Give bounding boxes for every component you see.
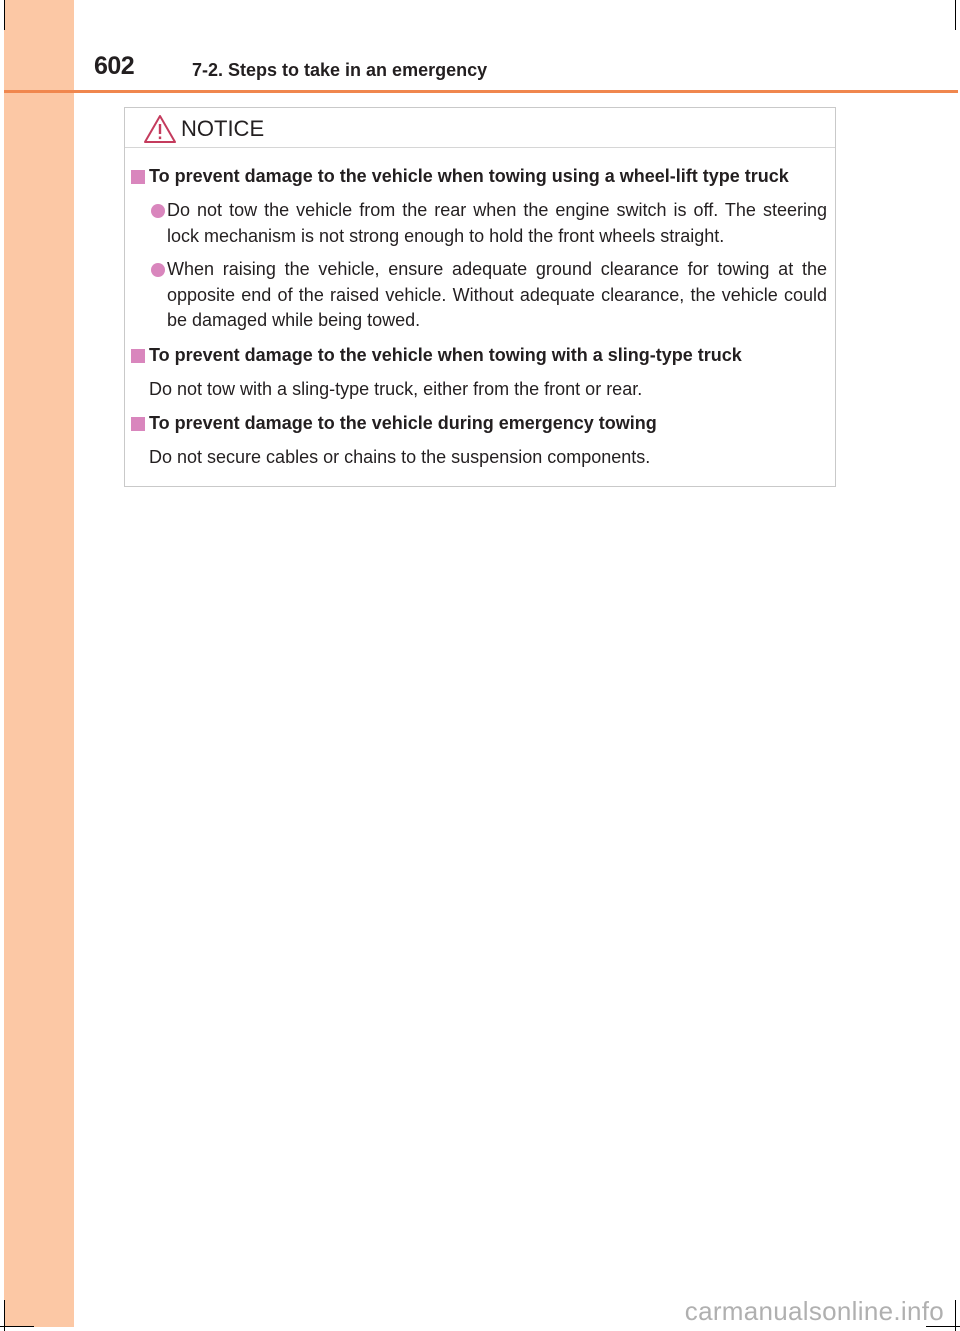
round-bullet-icon	[151, 204, 165, 218]
square-bullet-icon	[131, 417, 145, 431]
warning-triangle-icon	[143, 114, 177, 144]
side-strip	[4, 0, 74, 1327]
notice-header	[125, 108, 835, 148]
header-rule	[4, 90, 958, 93]
list-item	[125, 257, 827, 334]
notice-body	[125, 163, 835, 470]
watermark: carmanualsonline.info	[684, 1296, 944, 1326]
section-heading	[125, 342, 827, 368]
section-heading-text: To prevent damage to the vehicle during emergency towing	[149, 412, 657, 433]
crop-mark	[955, 0, 956, 30]
crop-mark	[0, 1326, 34, 1327]
section-heading-text: To prevent damage to the vehicle when towing using a wheel-lift type truck	[149, 166, 789, 186]
notice-title: NOTICE	[181, 116, 265, 141]
section-heading-text: To prevent damage to the vehicle when towing with a sling-type truck	[149, 344, 742, 365]
section-heading	[125, 163, 827, 189]
square-bullet-icon	[131, 349, 145, 363]
section-heading	[125, 410, 827, 436]
section-text: Do not tow with a sling-type truck, either from the front or rear.	[149, 378, 643, 399]
section-title: 7-2. Steps to take in an emergency	[192, 60, 488, 80]
crop-mark	[4, 0, 5, 30]
notice-box	[124, 107, 836, 487]
list-item	[125, 198, 827, 249]
page-number: 602	[94, 52, 135, 80]
square-bullet-icon	[131, 170, 145, 184]
section-text: Do not secure cables or chains to the suspension components.	[149, 446, 651, 467]
list-item-text: When raising the vehicle, ensure adequate ground clearance for towing at the opposite end of the raised vehicle. Without adequate clearance, the vehicle could be damaged while being towed.	[167, 259, 827, 330]
round-bullet-icon	[151, 263, 165, 277]
list-item-text: Do not tow the vehicle from the rear when the engine switch is off. The steering lock mechanism is not strong enough to hold the front wheels straight.	[167, 200, 827, 246]
